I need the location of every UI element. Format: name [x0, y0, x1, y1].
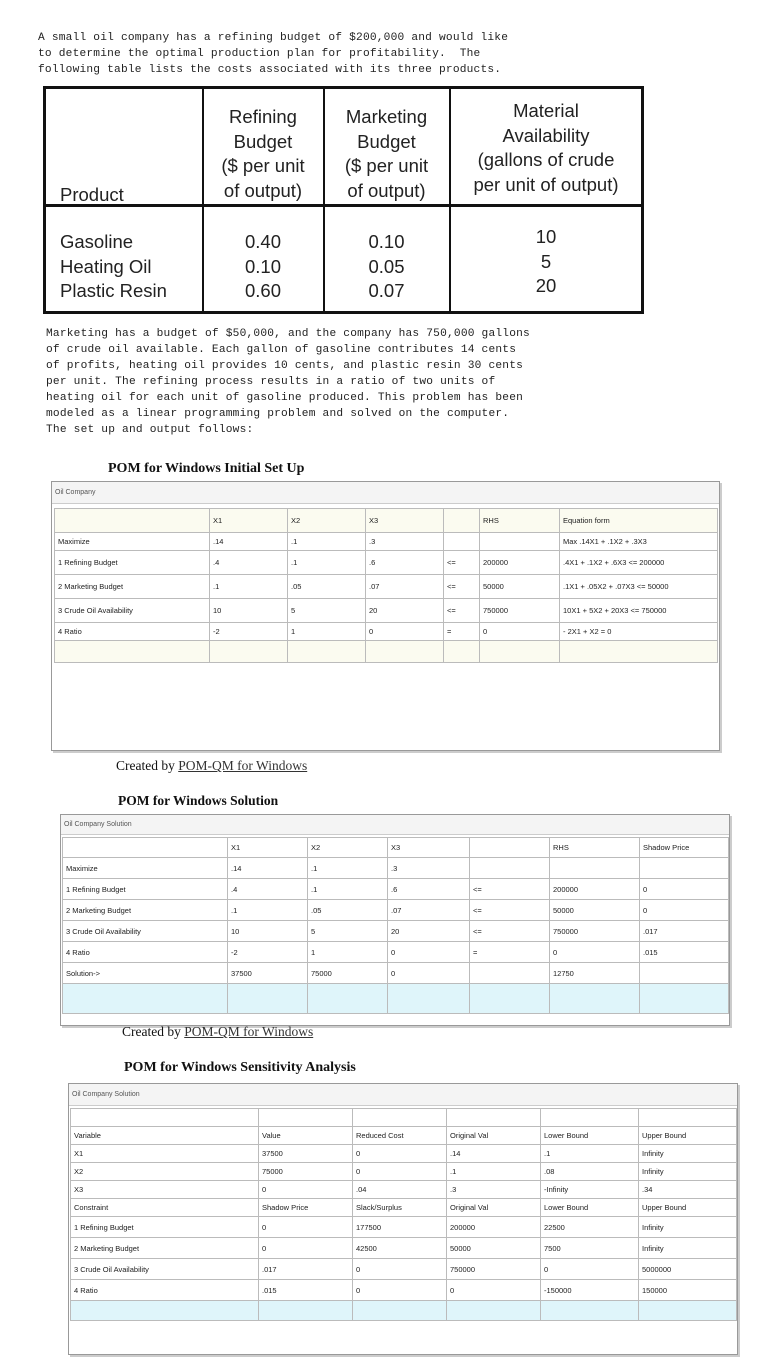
body-line-2: of crude oil available. Each gallon of gasoline contributes 14 cents — [46, 344, 517, 356]
refining-values: 0.40 0.10 0.60 — [244, 231, 281, 301]
sensitivity-var-row: X1 37500 0 .14 .1 Infinity — [71, 1145, 737, 1163]
sensitivity-con-row: 3 Crude Oil Availability .017 0 750000 0 5000000 — [71, 1259, 737, 1280]
product-header: Product — [60, 184, 124, 205]
sensitivity-heading: POM for Windows Sensitivity Analysis — [124, 1060, 356, 1075]
sensitivity-var-row: X2 75000 0 .1 .08 Infinity — [71, 1163, 737, 1181]
setup-row: 3 Crude Oil Availability 10 5 20 <= 750000 10X1 + 5X2 + 20X3 <= 750000 — [55, 599, 718, 623]
solution-table: X1 X2 X3 RHS Shadow Price Maximize .14 .1 .3 1 Refining Budget .4 .1 .6 <= 200000 0 2 Marketing Budget .1 .05 .07 <= 50000 0 3 Crude Oil Availability 10 5 20 <= 750000 .017 4 Ratio -2 1 0 = 0 .015 Solution-> 37500 75000 0 12750 — [62, 837, 729, 1014]
intro-line-1: A small oil company has a refining budget of $200,000 and would like — [38, 32, 509, 44]
material-values: 10 5 20 — [535, 226, 557, 296]
solution-window-title: Oil Company Solution — [61, 815, 729, 835]
setup-credit: Created by POM-QM for Windows — [116, 758, 308, 773]
setup-window — [51, 481, 720, 751]
marketing-values: 0.10 0.05 0.07 — [368, 231, 405, 301]
marketing-header: Marketing Budget ($ per unit of output) — [344, 106, 429, 201]
setup-row: Maximize .14 .1 .3 Max .14X1 + .1X2 + .3X3 — [55, 533, 718, 551]
solution-row: 4 Ratio -2 1 0 = 0 .015 — [63, 942, 729, 963]
setup-table: X1 X2 X3 RHS Equation form Maximize .14 .1 .3 Max .14X1 + .1X2 + .3X3 1 Refining Budget .4 .1 .6 <= 200000 .4X1 + .1X2 + .6X3 <= 200000 2 Marketing Budget .1 .05 .07 <= 50000 .1X1 + .05X2 + .07X3 <= 50000 3 Crude Oil Availability 10 5 20 <= 750000 10X1 + 5X2 + 20X3 <= 750000 4 Ratio -2 1 0 = 0 - 2X1 + X2 = 0 — [54, 508, 718, 663]
intro-line-3: following table lists the costs associated with its three products. — [38, 64, 502, 76]
intro-line-2: to determine the optimal production plan for profitability. The — [38, 48, 481, 60]
sensitivity-con-row: 2 Marketing Budget 0 42500 50000 7500 Infinity — [71, 1238, 737, 1259]
sensitivity-con-row: 1 Refining Budget 0 177500 200000 22500 Infinity — [71, 1217, 737, 1238]
refining-header: Refining Budget ($ per unit of output) — [221, 106, 305, 201]
setup-window-title: Oil Company — [52, 482, 719, 504]
sensitivity-table: Variable Value Reduced Cost Original Val Lower Bound Upper Bound X1 37500 0 .14 .1 Infinity X2 75000 0 .1 .08 Infinity X3 0 .04 .3 -Infinity .34 Constraint Shadow Price Slack/Surplus Original Val Lower Bound Upper Bound 1 Refining Budget 0 177500 200000 22500 Infinity 2 Marketing Budget 0 42500 50000 7500 Infinity 3 Crude Oil Availability .017 0 750000 0 5000000 4 Ratio .015 0 0 -150000 150000 — [70, 1108, 737, 1321]
product-names: Gasoline Heating Oil Plastic Resin — [60, 231, 167, 301]
solution-window — [60, 814, 730, 1026]
body-line-7: The set up and output follows: — [46, 424, 254, 436]
sensitivity-con-row: 4 Ratio .015 0 0 -150000 150000 — [71, 1280, 737, 1301]
sensitivity-var-row: X3 0 .04 .3 -Infinity .34 — [71, 1181, 737, 1199]
cost-table — [43, 86, 644, 314]
material-header: Material Availability (gallons of crude per unit of output) — [473, 100, 619, 195]
solution-row: Solution-> 37500 75000 0 12750 — [63, 963, 729, 984]
solution-heading: POM for Windows Solution — [118, 793, 279, 808]
body-line-6: modeled as a linear programming problem and solved on the computer. — [46, 408, 510, 420]
setup-row: 4 Ratio -2 1 0 = 0 - 2X1 + X2 = 0 — [55, 623, 718, 641]
solution-row: Maximize .14 .1 .3 — [63, 858, 729, 879]
body-line-5: heating oil for each unit of gasoline produced. This problem has been — [46, 392, 524, 404]
setup-row: 2 Marketing Budget .1 .05 .07 <= 50000 .1X1 + .05X2 + .07X3 <= 50000 — [55, 575, 718, 599]
solution-row: 1 Refining Budget .4 .1 .6 <= 200000 0 — [63, 879, 729, 900]
solution-credit: Created by POM-QM for Windows — [122, 1024, 314, 1039]
body-line-3: of profits, heating oil provides 10 cents, and plastic resin 30 cents — [46, 360, 524, 372]
solution-row: 2 Marketing Budget .1 .05 .07 <= 50000 0 — [63, 900, 729, 921]
solution-row: 3 Crude Oil Availability 10 5 20 <= 750000 .017 — [63, 921, 729, 942]
sensitivity-window — [68, 1083, 738, 1355]
setup-heading: POM for Windows Initial Set Up — [108, 461, 305, 476]
setup-row: 1 Refining Budget .4 .1 .6 <= 200000 .4X1 + .1X2 + .6X3 <= 200000 — [55, 551, 718, 575]
body-line-1: Marketing has a budget of $50,000, and the company has 750,000 gallons — [46, 328, 530, 340]
sensitivity-window-title: Oil Company Solution — [69, 1084, 737, 1106]
body-line-4: per unit. The refining process results in a ratio of two units of — [46, 376, 496, 388]
